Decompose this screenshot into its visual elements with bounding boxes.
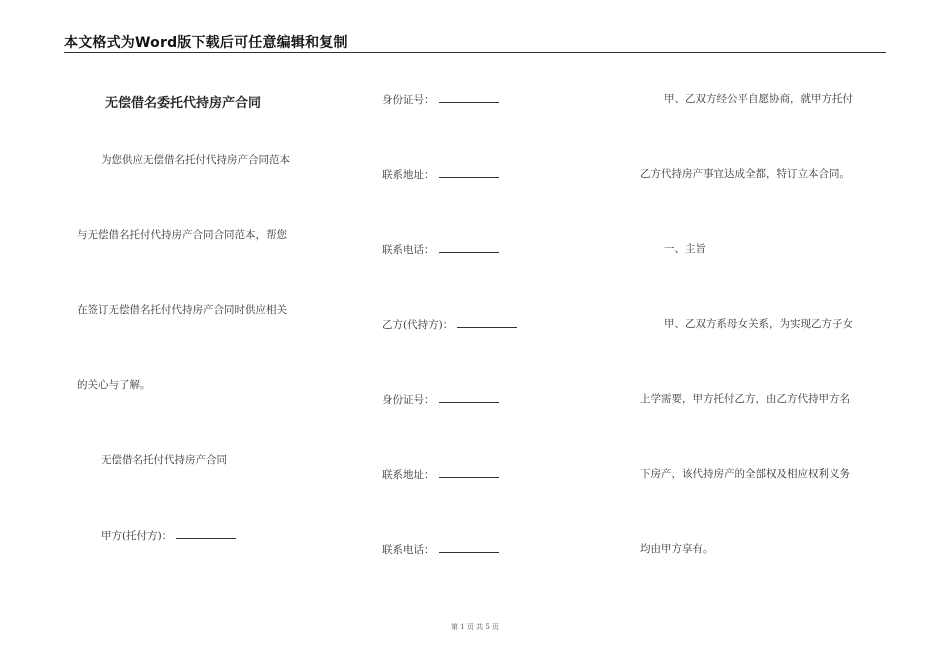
id-number-field xyxy=(382,392,499,407)
field-label: 联系电话： xyxy=(382,244,435,256)
field-label: 身份证号： xyxy=(382,394,435,406)
phone-field xyxy=(382,242,499,257)
party-b-field xyxy=(382,317,517,332)
column1-line: 与无偿借名托付代持房产合同合同范本，帮您 xyxy=(77,229,287,241)
section-heading: 一、主旨 xyxy=(664,243,706,255)
field-blank xyxy=(439,92,499,103)
address-field xyxy=(382,167,499,182)
party-a-blank xyxy=(176,528,236,539)
field-label: 乙方(代持方)： xyxy=(382,319,454,331)
page-number: 第 1 页 共 5 页 xyxy=(450,623,500,631)
field-blank xyxy=(439,167,499,178)
field-blank xyxy=(457,317,517,328)
column3-line: 上学需要，甲方托付乙方，由乙方代持甲方名 xyxy=(640,393,850,405)
party-a-field xyxy=(101,528,236,543)
address-field xyxy=(382,467,499,482)
field-blank xyxy=(439,542,499,553)
header-text: 本文格式为Word版下载后可任意编辑和复制 xyxy=(64,35,348,51)
field-label: 联系地址： xyxy=(382,169,435,181)
page-header xyxy=(64,34,886,53)
column3-line: 均由甲方享有。 xyxy=(640,543,714,555)
party-a-label: 甲方(托付方)： xyxy=(101,530,173,542)
column3-line: 乙方代持房产事宜达成全都，特订立本合同。 xyxy=(640,168,850,180)
column1-line: 在签订无偿借名托付代持房产合同时供应相关 xyxy=(77,304,287,316)
phone-field xyxy=(382,542,499,557)
column3-line: 下房产，该代持房产的全部权及相应权利义务 xyxy=(640,468,850,480)
field-label: 联系电话： xyxy=(382,544,435,556)
document-title: 无偿借名委托代持房产合同 xyxy=(105,96,262,111)
field-blank xyxy=(439,242,499,253)
field-label: 联系地址： xyxy=(382,469,435,481)
column3-line: 甲、乙双方经公平自愿协商，就甲方托付 xyxy=(664,93,853,105)
column1-line: 的关心与了解。 xyxy=(77,379,151,391)
field-label: 身份证号： xyxy=(382,94,435,106)
id-number-field xyxy=(382,92,499,107)
column1-line: 无偿借名托付代持房产合同 xyxy=(101,454,227,466)
column3-line: 甲、乙双方系母女关系，为实现乙方子女 xyxy=(664,318,853,330)
column1-line: 为您供应无偿借名托付代持房产合同范本 xyxy=(101,154,290,166)
field-blank xyxy=(439,392,499,403)
field-blank xyxy=(439,467,499,478)
